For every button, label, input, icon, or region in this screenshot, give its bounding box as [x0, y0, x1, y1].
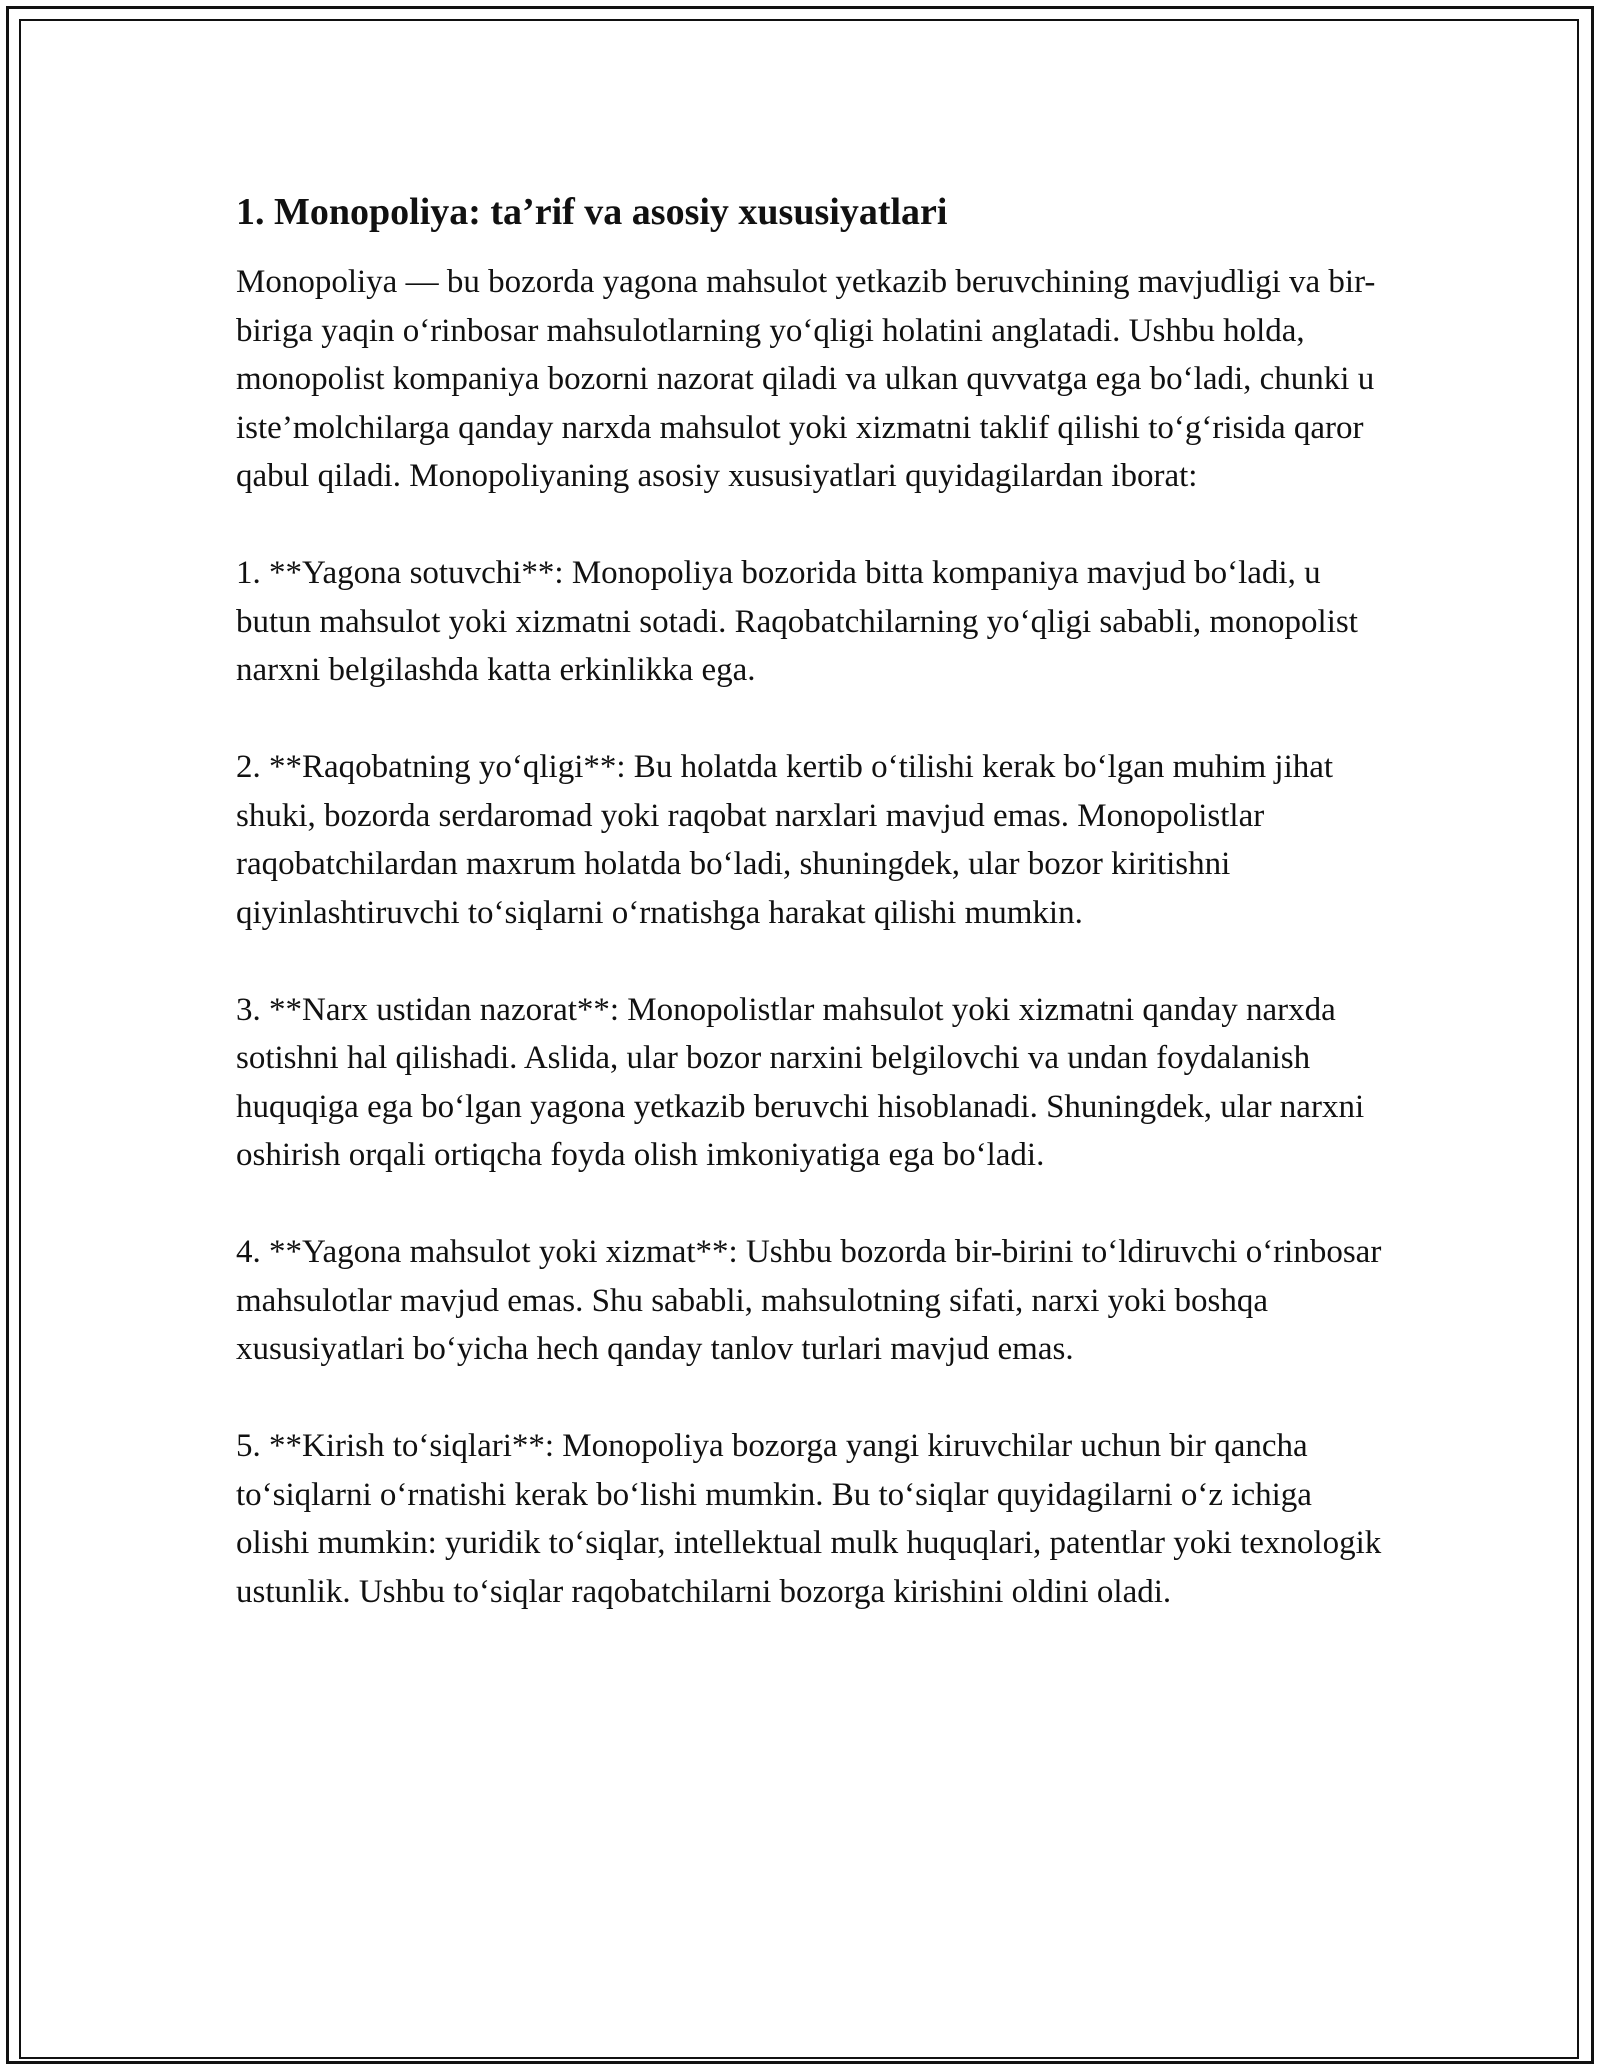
feature-paragraph-2: 2. **Raqobatning yo‘qligi**: Bu holatda kertib o‘tilishi kerak bo‘lgan muhim jihat shuki, bozorda serdaromad yoki raqobat narxlari mavjud emas. Monopolistlar raqobatchilardan maxrum holatda bo‘ladi, shuningdek, ular bozor kiritishni qiyinlashtiruvchi to‘siqlarni o‘rnatishga harakat qilishi mumkin. — [236, 749, 1334, 931]
feature-paragraph-5: 5. **Kirish to‘siqlari**: Monopoliya bozorga yangi kiruvchilar uchun bir qancha to‘siqlarni o‘rnatishi kerak bo‘lishi mumkin. Bu to‘siqlar quyidagilarni o‘z ichiga olishi mumkin: yuridik to‘siqlar, intellektual mulk huquqlari, patentlar yoki texnologik ustunlik. Ushbu to‘siqlar raqobatchilarni bozorga kirishini oldini oladi. — [236, 1428, 1382, 1610]
feature-paragraph-4: 4. **Yagona mahsulot yoki xizmat**: Ushbu bozorda bir-birini to‘ldiruvchi o‘rinbosar mahsulotlar mavjud emas. Shu sababli, mahsulotning sifati, narxi yoki boshqa xususiyatlari bo‘yicha hech qanday tanlov turlari mavjud emas. — [236, 1234, 1382, 1367]
document-body — [236, 180, 1386, 1665]
intro-paragraph: Monopoliya — bu bozorda yagona mahsulot yetkazib beruvchining mavjudligi va bir-biriga yaqin o‘rinbosar mahsulotlarning yo‘qligi holatini anglatadi. Ushbu holda, monopolist kompaniya bozorni nazorat qiladi va ulkan quvvatga ega bo‘ladi, chunki u iste’molchilarga qanday narxda mahsulot yoki xizmatni taklif qilishi to‘g‘risida qaror qabul qiladi. Monopoliyaning asosiy xususiyatlari quyidagilardan iborat: — [236, 264, 1376, 494]
feature-paragraph-1: 1. **Yagona sotuvchi**: Monopoliya bozorida bitta kompaniya mavjud bo‘ladi, u butun mahsulot yoki xizmatni sotadi. Raqobatchilarning yo‘qligi sababli, monopolist narxni belgilashda katta erkinlikka ega. — [236, 555, 1358, 688]
feature-paragraph-3: 3. **Narx ustidan nazorat**: Monopolistlar mahsulot yoki xizmatni qanday narxda sotishni hal qilishadi. Aslida, ular bozor narxini belgilovchi va undan foydalanish huquqiga ega bo‘lgan yagona yetkazib beruvchi hisoblanadi. Shuningdek, ular narxni oshirish orqali ortiqcha foyda olish imkoniyatiga ega bo‘ladi. — [236, 991, 1365, 1173]
section-heading: 1. Monopoliya: ta’rif va asosiy xususiyatlari — [236, 191, 948, 233]
